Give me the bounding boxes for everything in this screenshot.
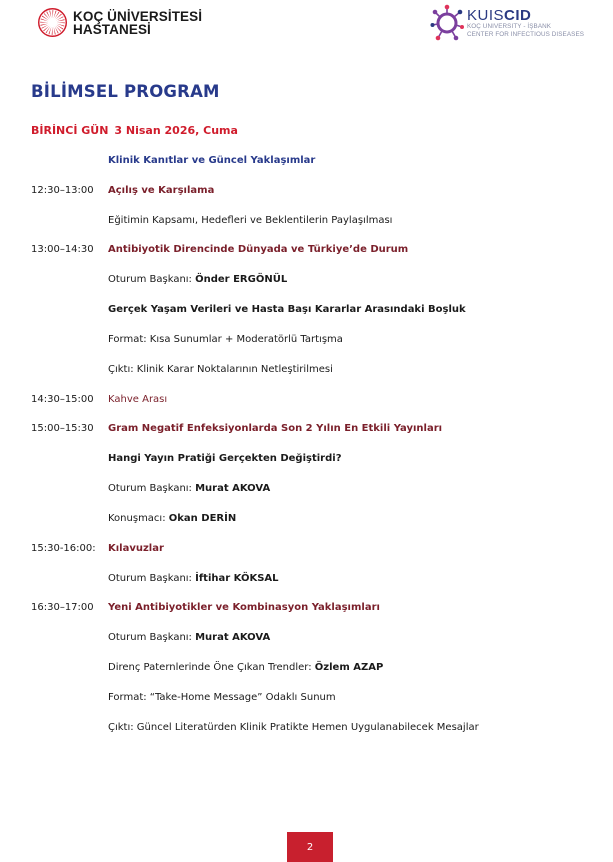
kuiscid-subtitle-2: CENTER FOR INFECTIOUS DISEASES (467, 30, 585, 38)
sunburst-ray (49, 27, 52, 35)
session-detail: Çıktı: Klinik Karar Noktalarının Netleştirilmesi (108, 364, 333, 375)
session-detail: Format: Kısa Sunumlar + Moderatörlü Tartışma (108, 334, 343, 345)
sunburst-ray (40, 24, 48, 26)
day-label: BİRİNCİ GÜN (31, 124, 109, 137)
day-date: 3 Nisan 2026, Cuma (114, 124, 238, 137)
speaker-line: Konuşmacı: Okan DERİN (108, 513, 237, 524)
time-slot: 15:00–15:30 (31, 423, 94, 434)
chair-name: İftihar KÖKSAL (195, 573, 279, 584)
chair-name: Murat AKOVA (195, 632, 271, 643)
koc-hospital-logo (38, 8, 202, 37)
session-title: Antibiyotik Direncinde Dünyada ve Türkiye’de Durum (108, 244, 409, 255)
chair-name: Önder ERGÖNÜL (195, 274, 288, 285)
sunburst-ray (56, 14, 62, 20)
sunburst-ray (49, 10, 51, 18)
session-subtitle: Gerçek Yaşam Verileri ve Hasta Başı Kararlar Arasındaki Boşluk (108, 304, 466, 315)
session-title: Yeni Antibiyotikler ve Kombinasyon Yaklaşımları (108, 602, 380, 613)
sunburst-ray (56, 26, 62, 32)
session-title: Gram Negatif Enfeksiyonlarda Son 2 Yılın En Etkili Yayınları (108, 423, 443, 434)
sunburst-ray (43, 26, 49, 32)
virus-logo-icon (430, 4, 464, 42)
speaker-name: Özlem AZAP (314, 662, 384, 673)
session-detail: Eğitimin Kapsamı, Hedefleri ve Beklentilerin Paylaşılması (108, 215, 393, 226)
kuiscid-logo (430, 4, 584, 42)
sunburst-ray (57, 19, 65, 21)
sunburst-ray (41, 25, 48, 29)
time-slot: 16:30–17:00 (31, 602, 94, 613)
session-subtitle: Hangi Yayın Pratiği Gerçekten Değiştirdi? (108, 453, 342, 464)
sunburst-ray (46, 11, 50, 18)
time-slot: 13:00–14:30 (31, 244, 94, 255)
sunburst-logo-icon (38, 8, 67, 37)
session-title: Kılavuzlar (108, 543, 164, 554)
kuiscid-wordmark: KUISCID (467, 7, 532, 24)
theme-heading: Klinik Kanıtlar ve Güncel Yaklaşımlar (108, 155, 316, 166)
sunburst-ray (57, 23, 65, 24)
sunburst-ray (54, 27, 56, 35)
sunburst-ray (57, 24, 65, 27)
sunburst-ray (40, 22, 48, 23)
sunburst-ray (54, 11, 57, 19)
break-title: Kahve Arası (108, 394, 168, 405)
chair-line: Oturum Başkanı: Murat AKOVA (108, 483, 271, 494)
sunburst-ray (41, 19, 49, 22)
session-title: Açılış ve Karşılama (108, 185, 215, 196)
hospital-name-line2: HASTANESİ (73, 21, 151, 37)
time-slot: 14:30–15:00 (31, 394, 94, 405)
time-slot: 12:30–13:00 (31, 185, 94, 196)
page-title: BİLİMSEL PROGRAM (31, 82, 220, 101)
hospital-name-line1: KOÇ ÜNİVERSİTESİ (73, 8, 203, 24)
chair-line: Oturum Başkanı: Önder ERGÖNÜL (108, 274, 288, 285)
time-slot: 15:30-16:00: (31, 543, 96, 554)
session-detail: Format: “Take-Home Message” Odaklı Sunum (108, 692, 336, 703)
session-detail: Çıktı: Güncel Literatürden Klinik Pratikte Hemen Uygulanabilecek Mesajlar (108, 722, 479, 733)
chair-name: Murat AKOVA (195, 483, 271, 494)
speaker-name: Okan DERİN (168, 513, 237, 524)
sunburst-ray (56, 16, 63, 20)
chair-line: Oturum Başkanı: Murat AKOVA (108, 632, 271, 643)
sunburst-ray (52, 27, 53, 35)
speaker-line: Direnç Paternlerinde Öne Çıkan Trendler: Özlem AZAP (108, 662, 384, 673)
page-number: 2 (287, 832, 333, 862)
day-heading (31, 124, 238, 137)
chair-line: Oturum Başkanı: İftihar KÖKSAL (108, 573, 279, 584)
kuiscid-subtitle-1: KOÇ UNIVERSITY - İŞBANK (467, 23, 552, 30)
sunburst-ray (53, 10, 54, 18)
sunburst-ray (55, 26, 59, 33)
sunburst-ray (44, 13, 50, 19)
